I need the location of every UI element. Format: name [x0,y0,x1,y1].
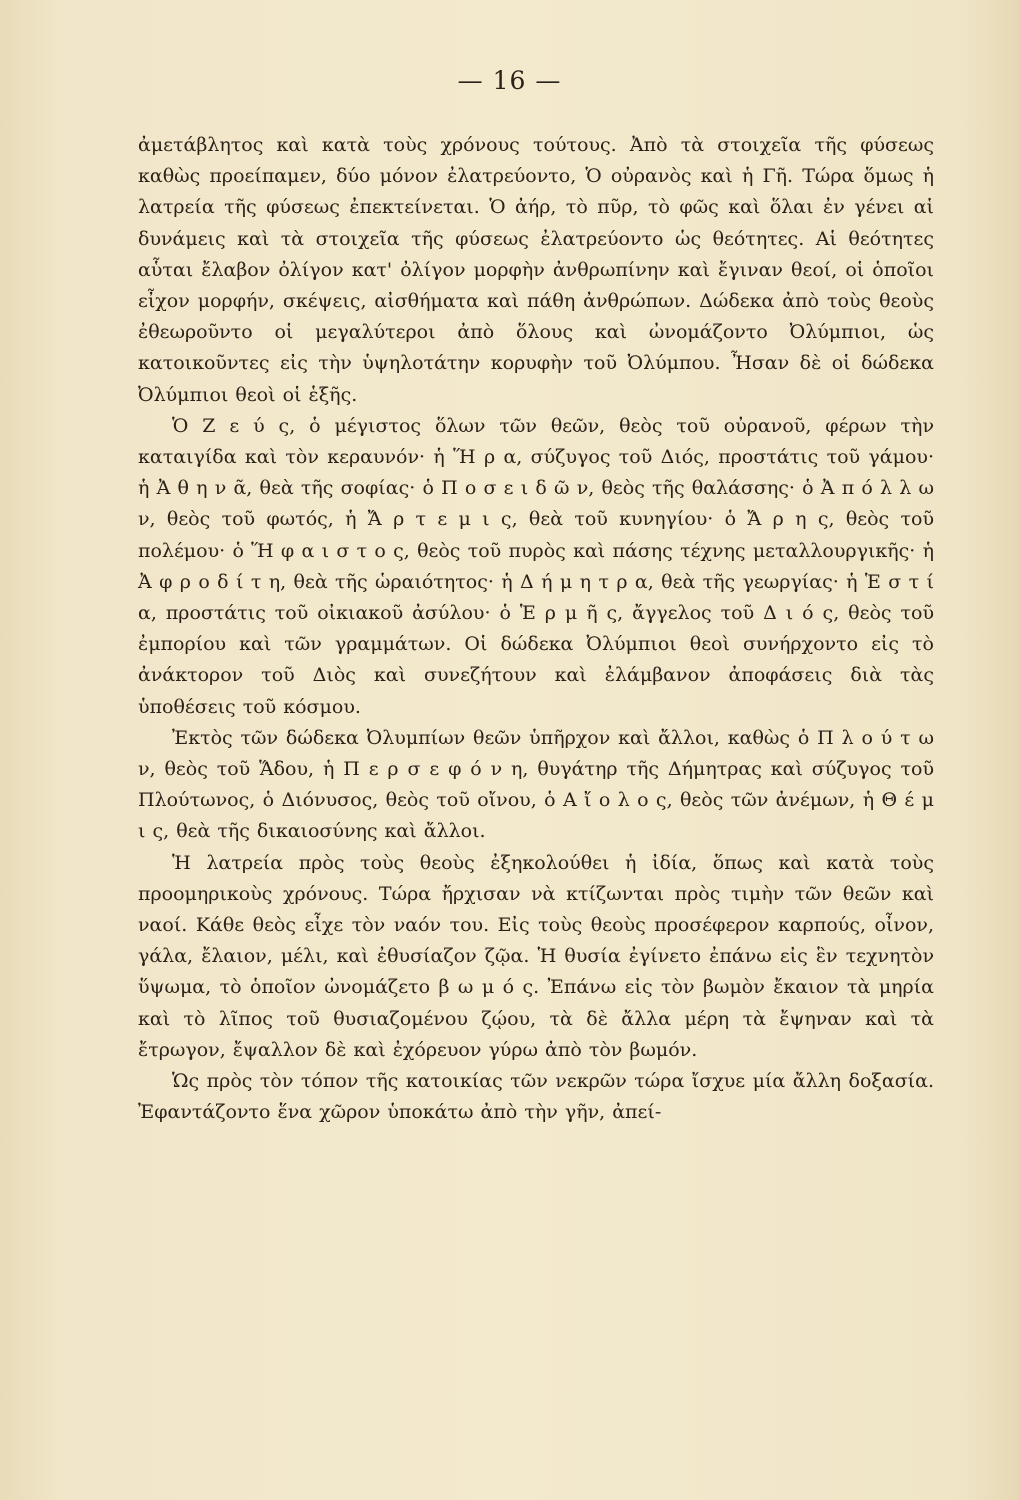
paragraph-5: Ὡς πρὸς τὸν τόπον τῆς κατοικίας τῶν νεκρῶν τώρα ἴσχυε μία ἄλλη δοξασία. Ἐφαντάζοντο ἕνα χῶρον ὑποκάτω ἀπὸ τὴν γῆν, ἀπεί- [138,1070,934,1124]
paragraph-3: Ἐκτὸς τῶν δώδεκα Ὀλυμπίων θεῶν ὑπῆρχον καὶ ἄλλοι, καθὼς ὁ Π λ ο ύ τ ω ν, θεὸς τοῦ Ἅδου, ἡ Π ε ρ σ ε φ ό ν η, θυγάτηρ τῆς Δήμητρας καὶ σύζυγος τοῦ Πλούτωνος, ὁ Διόνυσος, θεὸς τοῦ οἴνου, ὁ Α ἴ ο λ ο ς, θεὸς τῶν ἀνέμων, ἡ Θ έ μ ι ς, θεὰ τῆς δικαιοσύνης καὶ ἄλλοι. [138,726,934,843]
paragraph-4: Ἡ λατρεία πρὸς τοὺς θεοὺς ἐξηκολούθει ἡ ἰδία, ὅπως καὶ κατὰ τοὺς προομηρικοὺς χρόνους. Τώρα ἤρχισαν νὰ κτίζωνται πρὸς τιμὴν τῶν θεῶν καὶ ναοί. Κάθε θεὸς εἶχε τὸν ναόν του. Εἰς τοὺς θεοὺς προσέφερον καρπούς, οἶνον, γάλα, ἔλαιον, μέλι, καὶ ἐθυσίαζον ζῷα. Ἡ θυσία ἐγίνετο ἐπάνω εἰς ἓν τεχνητὸν ὕψωμα, τὸ ὁποῖον ὠνομάζετο β ω μ ό ς. Ἐπάνω εἰς τὸν βωμὸν ἔκαιον τὰ μηρία καὶ τὸ λῖπος τοῦ θυσιαζομένου ζῴου, τὰ δὲ ἄλλα μέρη τὰ ἔψηναν καὶ τὰ ἔτρωγον, ἔψαλλον δὲ καὶ ἐχόρευον γύρω ἀπὸ τὸν βωμόν. [138,851,934,1061]
body-text [138,130,934,1129]
page-number: — 16 — [457,66,562,95]
paragraph-2: Ὁ Ζ ε ύ ς, ὁ μέγιστος ὅλων τῶν θεῶν, θεὸς τοῦ οὐρανοῦ, φέρων τὴν καταιγίδα καὶ τὸν κεραυνόν· ἡ Ἥ ρ α, σύζυγος τοῦ Διός, προστάτις τοῦ γάμου· ἡ Ἀ θ η ν ᾶ, θεὰ τῆς σοφίας· ὁ Π ο σ ε ι δ ῶ ν, θεὸς τῆς θαλάσσης· ὁ Ἀ π ό λ λ ω ν, θεὸς τοῦ φωτός, ἡ Ἄ ρ τ ε μ ι ς, θεὰ τοῦ κυνηγίου· ὁ Ἄ ρ η ς, θεὸς τοῦ πολέμου· ὁ Ἥ φ α ι σ τ ο ς, θεὸς τοῦ πυρὸς καὶ πάσης τέχνης μεταλλουργικῆς· ἡ Ἀ φ ρ ο δ ί τ η, θεὰ τῆς ὡραιότητος· ἡ Δ ή μ η τ ρ α, θεὰ τῆς γεωργίας· ἡ Ἑ σ τ ί α, προστάτις τοῦ οἰκιακοῦ ἀσύλου· ὁ Ἑ ρ μ ῆ ς, ἄγγελος τοῦ Δ ι ό ς, θεὸς τοῦ ἐμπορίου καὶ τῶν γραμμάτων. Οἱ δώδεκα Ὀλύμπιοι θεοὶ συνήρχοντο εἰς τὸ ἀνάκτορον τοῦ Διὸς καὶ συνεζήτουν καὶ ἐλάμβανον ἀποφάσεις διὰ τὰς ὑποθέσεις τοῦ κόσμου. [138,414,934,718]
paragraph-1: ἀμετάβλητος καὶ κατὰ τοὺς χρόνους τούτους. Ἀπὸ τὰ στοιχεῖα τῆς φύσεως καθὼς προείπαμεν, δύο μόνον ἐλατρεύοντο, Ὁ οὐρανὸς καὶ ἡ Γῆ. Τώρα ὅμως ἡ λατρεία τῆς φύσεως ἐπεκτείνεται. Ὁ ἀήρ, τὸ πῦρ, τὸ φῶς καὶ ὅλαι ἐν γένει αἱ δυνάμεις καὶ τὰ στοιχεῖα τῆς φύσεως ἐλατρεύοντο ὡς θεότητες. Αἱ θεότητες αὗται ἔλαβον ὀλίγον κατ' ὀλίγον μορφὴν ἀνθρωπίνην καὶ ἔγιναν θεοί, οἱ ὁποῖοι εἶχον μορφήν, σκέψεις, αἰσθήματα καὶ πάθη ἀνθρώπων. Δώδεκα ἀπὸ τοὺς θεοὺς ἐθεωροῦντο οἱ μεγαλύτεροι ἀπὸ ὅλους καὶ ὠνομάζοντο Ὀλύμπιοι, ὡς κατοικοῦντες εἰς τὴν ὑψηλοτάτην κορυφὴν τοῦ Ὀλύμπου. Ἦσαν δὲ οἱ δώδεκα Ὀλύμπιοι θεοὶ οἱ ἑξῆς. [138,134,934,406]
